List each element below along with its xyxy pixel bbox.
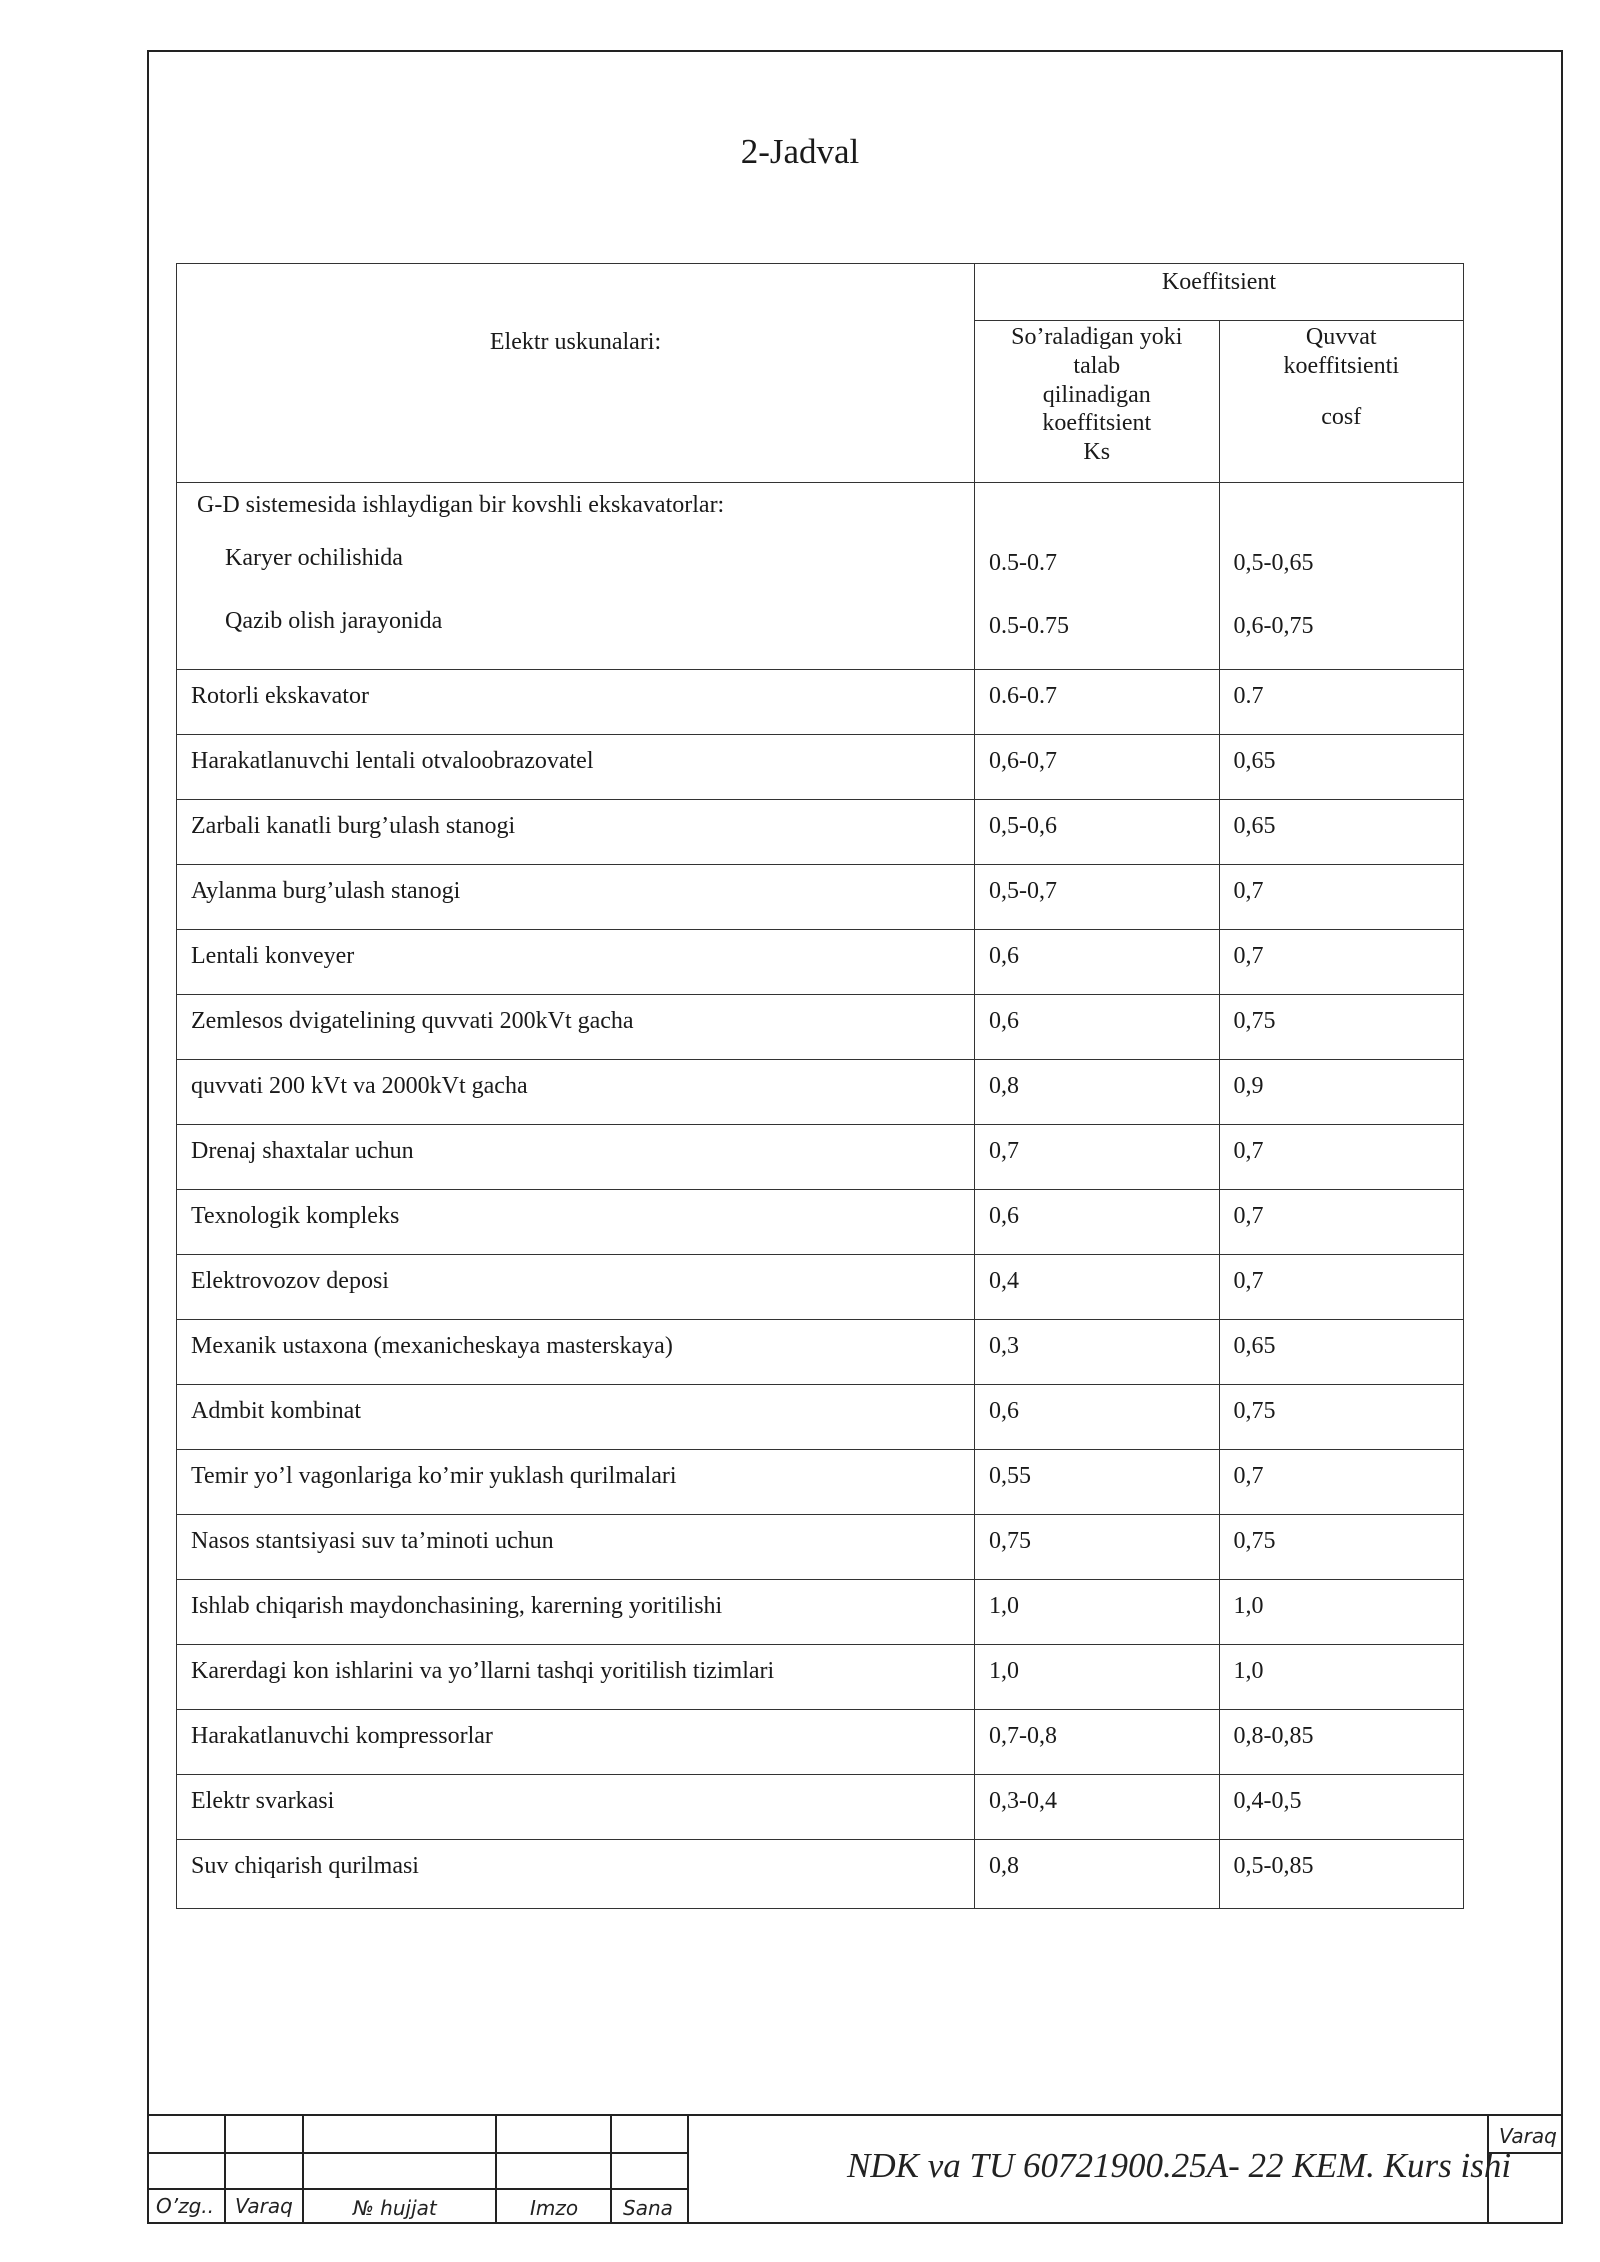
stamp-label-sheet-right: Varaq	[1499, 2124, 1557, 2148]
table-row	[177, 1775, 1464, 1840]
equipment-name: Elektr svarkasi	[177, 1775, 975, 1840]
demand-coefficient-value: 0,5-0,6	[975, 800, 1220, 865]
document-code: NDK va TU 60721900.25A- 22 KEM. Kurs ishi	[847, 2146, 1512, 2185]
table-row	[177, 1320, 1464, 1385]
power-coefficient-value: 0,65	[1219, 735, 1464, 800]
header-power-line1: Quvvat	[1305, 324, 1377, 350]
table-row	[177, 995, 1464, 1060]
equipment-name: quvvati 200 kVt va 2000kVt gacha	[177, 1060, 975, 1125]
page-title: 2-Jadval	[740, 132, 860, 171]
demand-coefficient-value: 0,7	[975, 1125, 1220, 1190]
header-coefficient: Koeffitsient	[975, 264, 1464, 321]
demand-coefficient-value: 0,6-0,7	[975, 735, 1220, 800]
table-row	[177, 800, 1464, 865]
demand-coefficient-value: 0.6-0.7	[975, 670, 1220, 735]
equipment-name: Lentali konveyer	[177, 930, 975, 995]
power-coefficient-value: 0,65	[1219, 800, 1464, 865]
group-item-1-name: Qazib olish jarayonida	[225, 607, 443, 634]
group-item-0-ks: 0.5-0.7	[989, 550, 1057, 576]
table-row	[177, 1515, 1464, 1580]
demand-coefficient-value: 0,6	[975, 1190, 1220, 1255]
equipment-name: Rotorli ekskavator	[177, 670, 975, 735]
power-coefficient-value: 0,7	[1219, 1190, 1464, 1255]
table-row	[177, 1060, 1464, 1125]
table-row	[177, 1580, 1464, 1645]
demand-coefficient-value: 0,4	[975, 1255, 1220, 1320]
group-item-1-cos: 0,6-0,75	[1233, 612, 1314, 639]
demand-coefficient-value: 0,8	[975, 1840, 1220, 1909]
power-coefficient-value: 0,5-0,85	[1219, 1840, 1464, 1909]
power-coefficient-value: 0,75	[1219, 1515, 1464, 1580]
equipment-name: Texnologik kompleks	[177, 1190, 975, 1255]
equipment-name: Zemlesos dvigatelining quvvati 200kVt gacha	[177, 995, 975, 1060]
table-row	[177, 1190, 1464, 1255]
power-coefficient-value: 0,8-0,85	[1219, 1710, 1464, 1775]
demand-coefficient-value: 0,7-0,8	[975, 1710, 1220, 1775]
equipment-name: Mexanik ustaxona (mexanicheskaya masterskaya)	[177, 1320, 975, 1385]
equipment-name: Ishlab chiqarish maydonchasining, karerning yoritilishi	[177, 1580, 975, 1645]
group-ks-cell	[975, 483, 1220, 670]
group-cos-cell	[1219, 483, 1464, 670]
table-row	[177, 865, 1464, 930]
header-demand-line2: qilinadigan koeffitsient	[1042, 381, 1152, 437]
equipment-name: Elektrovozov deposi	[177, 1255, 975, 1320]
header-demand-line1: So’raladigan yoki talab	[1011, 324, 1183, 379]
stamp-label-signature: Imzo	[530, 2196, 579, 2220]
table-row	[177, 1385, 1464, 1450]
table-row	[177, 735, 1464, 800]
header-equipment: Elektr uskunalari:	[177, 264, 975, 483]
power-coefficient-value: 1,0	[1219, 1645, 1464, 1710]
demand-coefficient-value: 0,6	[975, 995, 1220, 1060]
stamp-label-document-no: № hujjat	[353, 2196, 437, 2220]
power-coefficient-value: 0,75	[1219, 1385, 1464, 1450]
table-row	[177, 670, 1464, 735]
coefficients-table	[176, 263, 1464, 1909]
equipment-name: Suv chiqarish qurilmasi	[177, 1840, 975, 1909]
group-item-0-name: Karyer ochilishida	[225, 544, 403, 571]
equipment-name: Temir yo’l vagonlariga ko’mir yuklash qurilmalari	[177, 1450, 975, 1515]
equipment-name: Admbit kombinat	[177, 1385, 975, 1450]
power-coefficient-value: 0,7	[1219, 1125, 1464, 1190]
stamp-label-change: O’zg..	[156, 2194, 215, 2218]
demand-coefficient-value: 0,5-0,7	[975, 865, 1220, 930]
table-row	[177, 1450, 1464, 1515]
demand-coefficient-value: 1,0	[975, 1645, 1220, 1710]
stamp-label-date: Sana	[623, 2196, 673, 2220]
power-coefficient-value: 0.7	[1219, 670, 1464, 735]
table-row	[177, 1645, 1464, 1710]
power-coefficient-value: 0,4-0,5	[1219, 1775, 1464, 1840]
equipment-name: Zarbali kanatli burg’ulash stanogi	[177, 800, 975, 865]
table-row	[177, 1125, 1464, 1190]
equipment-name: Drenaj shaxtalar uchun	[177, 1125, 975, 1190]
power-coefficient-value: 0,9	[1219, 1060, 1464, 1125]
power-coefficient-value: 0,7	[1219, 1255, 1464, 1320]
power-coefficient-value: 0,7	[1219, 865, 1464, 930]
group-cell	[177, 483, 975, 670]
demand-coefficient-value: 0,55	[975, 1450, 1220, 1515]
group-item-0-cos: 0,5-0,65	[1233, 550, 1314, 576]
table-row	[177, 1710, 1464, 1775]
equipment-name: Karerdagi kon ishlarini va yo’llarni tashqi yoritilish tizimlari	[177, 1645, 975, 1710]
equipment-name: Nasos stantsiyasi suv ta’minoti uchun	[177, 1515, 975, 1580]
table-group-row	[177, 483, 1464, 670]
demand-coefficient-value: 0,75	[975, 1515, 1220, 1580]
power-coefficient-value: 0,65	[1219, 1320, 1464, 1385]
table-header-row	[177, 264, 1464, 321]
demand-coefficient-value: 0,3-0,4	[975, 1775, 1220, 1840]
header-power-coefficient	[1219, 321, 1464, 483]
power-coefficient-value: 0,7	[1219, 1450, 1464, 1515]
header-power-line2: koeffitsienti	[1283, 352, 1400, 379]
equipment-name: Harakatlanuvchi kompressorlar	[177, 1710, 975, 1775]
demand-coefficient-value: 0,3	[975, 1320, 1220, 1385]
power-coefficient-value: 0,75	[1219, 995, 1464, 1060]
equipment-name: Aylanma burg’ulash stanogi	[177, 865, 975, 930]
group-item-1-ks: 0.5-0.75	[989, 612, 1069, 639]
table-row	[177, 1255, 1464, 1320]
header-power-line3: cosf	[1321, 403, 1362, 430]
demand-coefficient-value: 0,6	[975, 1385, 1220, 1450]
table-row	[177, 930, 1464, 995]
demand-coefficient-value: 1,0	[975, 1580, 1220, 1645]
demand-coefficient-value: 0,6	[975, 930, 1220, 995]
header-demand-coefficient	[975, 321, 1220, 483]
group-title: G-D sistemesida ishlaydigan bir kovshli ekskavatorlar:	[197, 492, 725, 518]
power-coefficient-value: 1,0	[1219, 1580, 1464, 1645]
title-block	[147, 2114, 1563, 2224]
table-row	[177, 1840, 1464, 1909]
power-coefficient-value: 0,7	[1219, 930, 1464, 995]
header-demand-line3: Ks	[1083, 439, 1111, 466]
demand-coefficient-value: 0,8	[975, 1060, 1220, 1125]
equipment-name: Harakatlanuvchi lentali otvaloobrazovatel	[177, 735, 975, 800]
stamp-label-sheet: Varaq	[235, 2194, 293, 2218]
